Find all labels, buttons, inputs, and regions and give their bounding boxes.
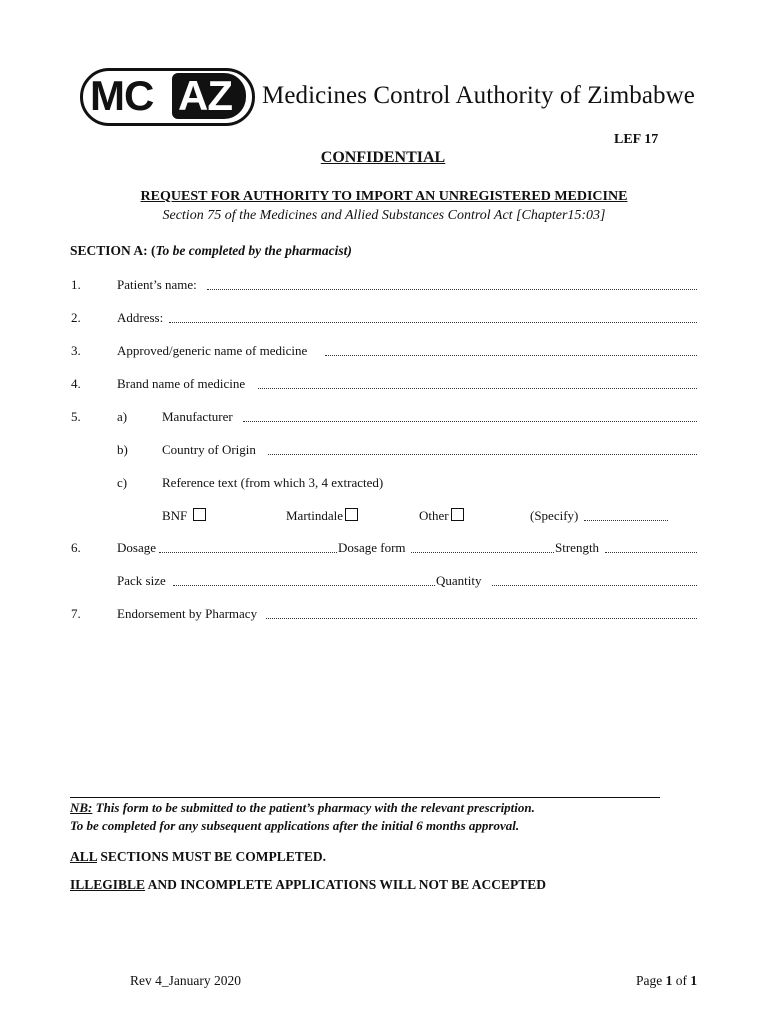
item-number: 7. bbox=[71, 606, 81, 621]
nb-text: This form to be submitted to the patient’s pharmacy with the relevant prescription. bbox=[92, 800, 535, 815]
section-a-prefix: SECTION A: ( bbox=[70, 243, 156, 258]
bnf-checkbox[interactable] bbox=[193, 508, 206, 521]
item-number: 1. bbox=[71, 277, 81, 292]
country-origin-field[interactable] bbox=[268, 454, 697, 455]
sub-item-letter: c) bbox=[117, 475, 128, 490]
sub-item-letter: b) bbox=[117, 442, 128, 457]
address-field[interactable] bbox=[169, 322, 697, 323]
notes-divider bbox=[70, 797, 660, 798]
form-title-text: REQUEST FOR AUTHORITY TO IMPORT AN UNREGISTERED MEDICINE bbox=[140, 189, 628, 204]
item-number: 2. bbox=[71, 310, 81, 325]
quantity-label: Quantity bbox=[436, 573, 482, 588]
manufacturer-field[interactable] bbox=[243, 421, 697, 422]
page-of: of bbox=[672, 973, 691, 988]
section-a-heading bbox=[70, 243, 352, 259]
endorsement-label: Endorsement by Pharmacy bbox=[117, 606, 258, 621]
pack-size-field[interactable] bbox=[173, 585, 435, 586]
confidential-text: CONFIDENTIAL bbox=[320, 149, 446, 166]
item-number: 4. bbox=[71, 376, 81, 391]
dosage-label: Dosage bbox=[117, 540, 156, 555]
patient-name-field[interactable] bbox=[207, 289, 697, 290]
form-code: LEF 17 bbox=[614, 132, 659, 147]
other-label: Other bbox=[419, 508, 449, 523]
item-number: 6. bbox=[71, 540, 81, 555]
all-rest: SECTIONS MUST BE COMPLETED. bbox=[97, 849, 326, 864]
confidential-heading bbox=[0, 149, 768, 167]
endorsement-field[interactable] bbox=[266, 618, 697, 619]
bnf-option bbox=[162, 508, 206, 524]
brand-name-label: Brand name of medicine bbox=[117, 376, 246, 391]
sub-item-letter: a) bbox=[117, 409, 128, 424]
item-number: 3. bbox=[71, 343, 81, 358]
dosage-field[interactable] bbox=[159, 552, 337, 553]
section-a-instruction: To be completed by the pharmacist) bbox=[155, 243, 352, 258]
martindale-option bbox=[286, 508, 358, 524]
nb-note-line2: To be completed for any subsequent applications after the initial 6 months approval. bbox=[70, 818, 520, 833]
specify-label: (Specify) bbox=[530, 508, 579, 523]
martindale-label: Martindale bbox=[286, 508, 344, 523]
organization-name: Medicines Control Authority of Zimbabwe bbox=[262, 82, 696, 109]
country-origin-label: Country of Origin bbox=[162, 442, 256, 457]
strength-label: Strength bbox=[555, 540, 600, 555]
all-word: ALL bbox=[70, 849, 98, 864]
form-title bbox=[0, 189, 768, 205]
illegible-notice bbox=[70, 877, 546, 893]
dosage-form-label: Dosage form bbox=[338, 540, 406, 555]
pack-size-label: Pack size bbox=[117, 573, 166, 588]
dosage-form-field[interactable] bbox=[411, 552, 554, 553]
reference-text-label: Reference text (from which 3, 4 extracted) bbox=[162, 475, 384, 490]
brand-name-field[interactable] bbox=[258, 388, 697, 389]
page-prefix: Page bbox=[636, 973, 666, 988]
all-sections-notice bbox=[70, 849, 326, 865]
page-number bbox=[636, 973, 697, 989]
form-subtitle: Section 75 of the Medicines and Allied Substances Control Act [Chapter15:03] bbox=[162, 208, 606, 223]
nb-label: NB: bbox=[70, 800, 93, 815]
logo-text-az: AZ bbox=[172, 73, 246, 119]
logo-text-mc: MC bbox=[90, 72, 154, 119]
address-label: Address: bbox=[117, 310, 164, 325]
revision-label: Rev 4_January 2020 bbox=[130, 973, 241, 988]
other-checkbox[interactable] bbox=[451, 508, 464, 521]
patient-name-label: Patient’s name: bbox=[117, 277, 197, 292]
item-number: 5. bbox=[71, 409, 81, 424]
strength-field[interactable] bbox=[605, 552, 697, 553]
illegible-rest: AND INCOMPLETE APPLICATIONS WILL NOT BE ACCEPTED bbox=[145, 877, 547, 892]
quantity-field[interactable] bbox=[492, 585, 697, 586]
specify-field[interactable] bbox=[584, 520, 668, 521]
bnf-label: BNF bbox=[162, 508, 188, 523]
illegible-word: ILLEGIBLE bbox=[70, 877, 146, 892]
page-total: 1 bbox=[690, 973, 698, 988]
manufacturer-label: Manufacturer bbox=[162, 409, 233, 424]
other-option bbox=[419, 508, 464, 524]
mcaz-logo bbox=[80, 68, 255, 126]
generic-name-field[interactable] bbox=[325, 355, 697, 356]
page-current: 1 bbox=[665, 973, 673, 988]
nb-note bbox=[70, 800, 535, 816]
generic-name-label: Approved/generic name of medicine bbox=[117, 343, 308, 358]
martindale-checkbox[interactable] bbox=[345, 508, 358, 521]
